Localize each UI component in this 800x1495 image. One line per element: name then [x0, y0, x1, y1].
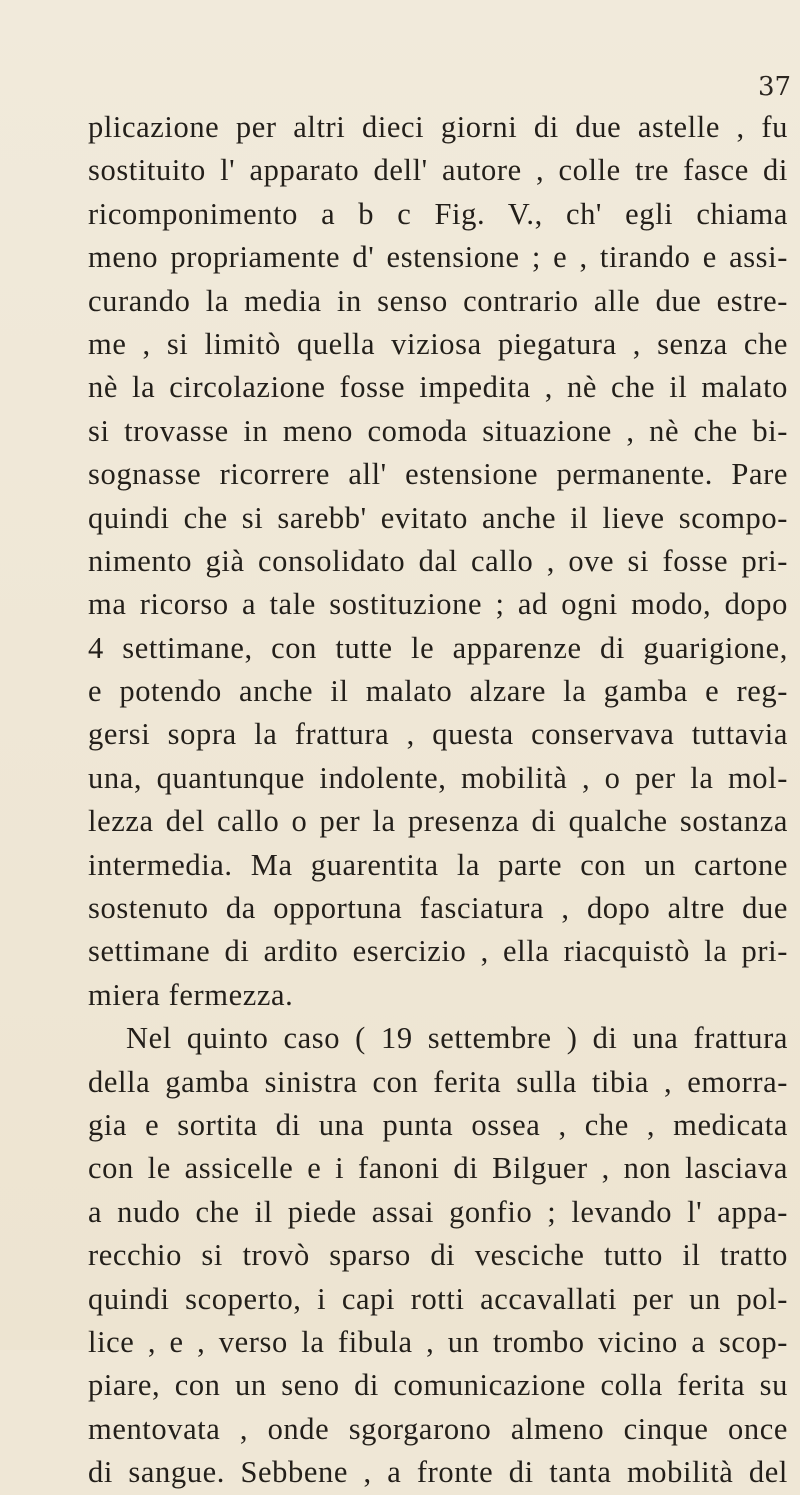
- text-line: recchio si trovò sparso di vesciche tutto il tratto: [88, 1238, 788, 1273]
- text-line: della gamba sinistra con ferita sulla tibia , emorra-: [88, 1064, 788, 1099]
- text-line: con le assicelle e i fanoni di Bilguer , non lasciava: [88, 1151, 788, 1186]
- text-line: quindi che si sarebb' evitato anche il lieve scompo-: [88, 500, 788, 535]
- text-line: a nudo che il piede assai gonfio ; levando l' appa-: [88, 1194, 788, 1229]
- page-number: 37: [758, 72, 792, 102]
- text-line: lezza del callo o per la presenza di qualche sostanza: [88, 804, 788, 839]
- text-line: intermedia. Ma guarentita la parte con un cartone: [88, 847, 788, 882]
- text-line: sognasse ricorrere all' estensione permanente. Pare: [88, 457, 788, 492]
- text-line: plicazione per altri dieci giorni di due astelle , fu: [88, 110, 788, 144]
- paragraph-start-line: Nel quinto caso ( 19 settembre ) di una frattura: [126, 1021, 788, 1056]
- body-text: [88, 106, 788, 1495]
- text-line: nè la circolazione fosse impedita , nè che il malato: [88, 370, 788, 405]
- text-line: me , si limitò quella viziosa piegatura , senza che: [88, 326, 788, 361]
- text-line: ricomponimento a b c Fig. V., ch' egli chiama: [88, 196, 788, 231]
- text-line: settimane di ardito esercizio , ella riacquistò la pri-: [88, 934, 788, 969]
- text-line: 4 settimane, con tutte le apparenze di guarigione,: [88, 630, 788, 665]
- text-line: gersi sopra la frattura , questa conservava tuttavia: [88, 717, 788, 752]
- text-line: lice , e , verso la fibula , un trombo vicino a scop-: [88, 1324, 788, 1359]
- text-line: nimento già consolidato dal callo , ove si fosse pri-: [88, 543, 788, 578]
- text-line: sostituito l' apparato dell' autore , colle tre fasce di: [88, 153, 788, 188]
- paragraph-end-line: miera fermezza.: [88, 977, 294, 1012]
- text-line: si trovasse in meno comoda situazione , nè che bi-: [88, 413, 788, 448]
- text-line: di sangue. Sebbene , a fronte di tanta mobilità del: [88, 1455, 788, 1490]
- text-line: sostenuto da opportuna fasciatura , dopo altre due: [88, 891, 788, 926]
- text-line: mentovata , onde sgorgarono almeno cinque once: [88, 1411, 788, 1446]
- text-line: e potendo anche il malato alzare la gamba e reg-: [88, 674, 788, 709]
- text-line: una, quantunque indolente, mobilità , o per la mol-: [88, 760, 788, 795]
- text-line: meno propriamente d' estensione ; e , tirando e assi-: [88, 240, 788, 275]
- text-line: piare, con un seno di comunicazione colla ferita su: [88, 1368, 788, 1403]
- text-line: quindi scoperto, i capi rotti accavallati per un pol-: [88, 1281, 788, 1316]
- text-line: gia e sortita di una punta ossea , che , medicata: [88, 1107, 788, 1142]
- text-line: curando la media in senso contrario alle due estre-: [88, 283, 788, 318]
- text-line: ma ricorso a tale sostituzione ; ad ogni modo, dopo: [88, 587, 788, 622]
